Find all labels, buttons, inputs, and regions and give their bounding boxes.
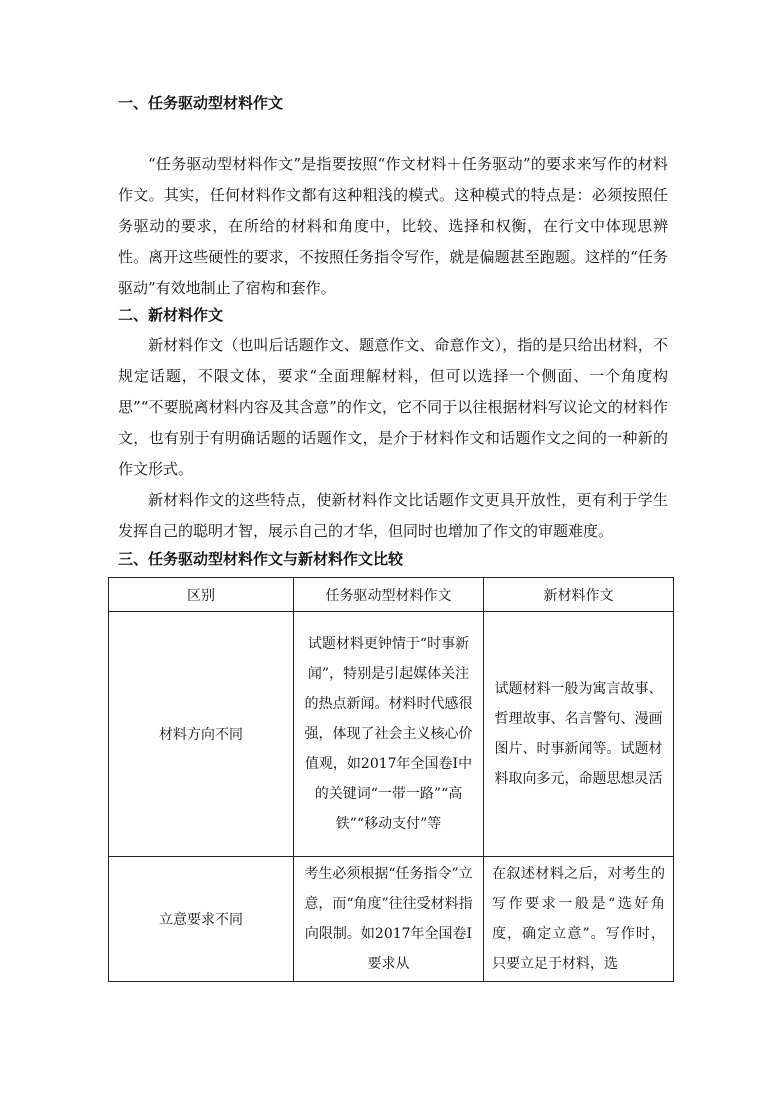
table-row: [109, 857, 674, 982]
cell-new-material-material: 试题材料一般为寓言故事、哲理故事、名言警句、漫画图片、时事新闻等。试题材料取向多元，命题思想灵活: [484, 612, 674, 857]
cell-task-driven-material: 试题材料更钟情于“时事新闻”，特别是引起媒体关注的热点新闻。材料时代感很强，体现了社会主义核心价值观，如2017年全国卷Ⅰ中的关键词“一带一路”“高铁”“移动支付”等: [294, 612, 484, 857]
section-heading-task-driven: 一、任务驱动型材料作文: [118, 94, 284, 112]
paragraph-new-material-definition: 新材料作文（也叫后话题作文、题意作文、命意作文），指的是只给出材料，不规定话题，不限文体，要求“全面理解材料，但可以选择一个侧面、一个角度构思”“不要脱离材料内容及其含意”的作文，它不同于以往根据材料写议论文的材料作文，也有别于有明确话题的话题作文，是介于材料作文和话题作文之间的一种新的作文形式。: [118, 336, 668, 478]
section-heading-comparison: 三、任务驱动型材料作文与新材料作文比较: [118, 550, 404, 568]
header-task-driven: 任务驱动型材料作文: [294, 578, 484, 612]
paragraph-task-driven-definition: “任务驱动型材料作文”是指要按照“作文材料＋任务驱动”的要求来写作的材料作文。其实，任何材料作文都有这种粗浅的模式。这种模式的特点是：必须按照任务驱动的要求，在所给的材料和角度中，比较、选择和权衡，在行文中体现思辨性。离开这些硬性的要求，不按照任务指令写作，就是偏题甚至跑题。这样的“任务驱动”有效地制止了宿构和套作。: [118, 155, 668, 297]
table-row: [109, 612, 674, 857]
paragraph-new-material-features: 新材料作文的这些特点，使新材料作文比话题作文更具开放性，更有利于学生发挥自己的聪明才智，展示自己的才华，但同时也增加了作文的审题难度。: [118, 491, 668, 540]
row-label-theme-requirement: 立意要求不同: [109, 857, 294, 982]
header-new-material: 新材料作文: [484, 578, 674, 612]
row-label-material-direction: 材料方向不同: [109, 612, 294, 857]
comparison-table: [108, 577, 674, 982]
header-difference: 区别: [109, 578, 294, 612]
cell-new-material-theme: 在叙述材料之后，对考生的写作要求一般是“选好角度，确定立意”。写作时，只要立足于材料，选: [484, 857, 674, 982]
cell-task-driven-theme: 考生必须根据“任务指令”立意，而“角度”往往受材料指向限制。如2017年全国卷Ⅰ要求从: [294, 857, 484, 982]
section-heading-new-material: 二、新材料作文: [118, 306, 224, 324]
table-header-row: [109, 578, 674, 612]
